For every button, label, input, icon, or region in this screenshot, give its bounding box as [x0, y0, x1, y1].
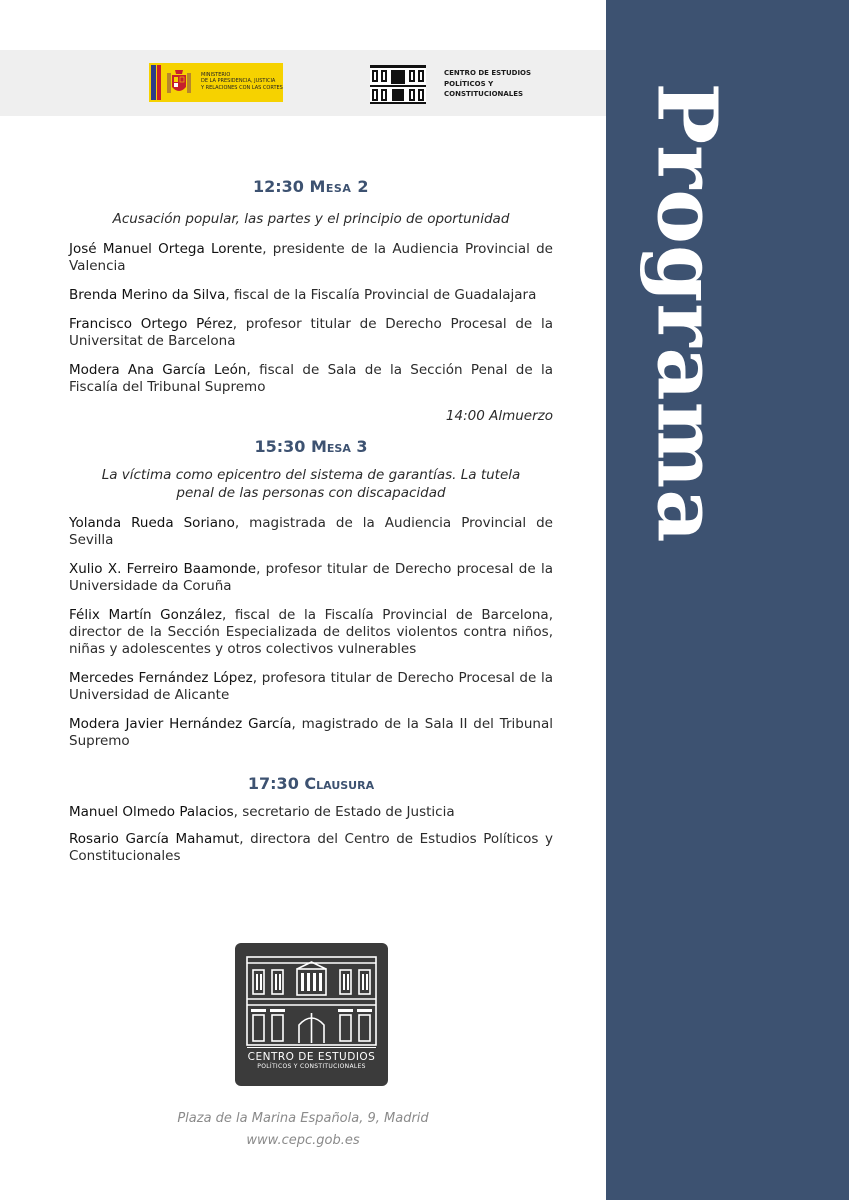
logo-text-line1: CENTRO DE ESTUDIOS: [247, 1051, 376, 1063]
coat-of-arms-icon: [165, 67, 193, 98]
speaker-entry: Mercedes Fernández López, profesora titular de Derecho Procesal de la Universidad de Alicante: [69, 670, 553, 703]
building-facade-icon: [235, 943, 388, 1048]
speaker-entry: Modera Ana García León, fiscal de Sala de la Sección Penal de la Fiscalía del Tribunal Supremo: [69, 362, 553, 395]
speaker-entry: Manuel Olmedo Palacios, secretario de Estado de Justicia: [69, 804, 455, 820]
footer-website[interactable]: www.cepc.gob.es: [246, 1133, 360, 1148]
sidebar-title-text: Programa: [639, 82, 735, 544]
clausura-title: 17:30 Clausura: [247, 774, 375, 793]
ministry-name: MINISTERIO DE LA PRESIDENCIA, JUSTICIA Y RELACIONES CON LAS CORTES: [201, 72, 283, 91]
mesa2-title: 12:30 Mesa 2: [252, 177, 370, 196]
speaker-entry: Yolanda Rueda Soriano, magistrada de la Audiencia Provincial de Sevilla: [69, 515, 553, 548]
footer: [0, 1108, 606, 1152]
footer-address: Plaza de la Marina Española, 9, Madrid: [177, 1111, 429, 1126]
flag-stripe-red: [157, 65, 161, 100]
program-content: [69, 177, 553, 865]
mesa3-title: 15:30 Mesa 3: [254, 437, 368, 456]
logo-text-line2: POLÍTICOS Y CONSTITUCIONALES: [257, 1063, 366, 1070]
lunch-break: 14:00 Almuerzo: [445, 408, 553, 424]
speaker-entry: Francisco Ortego Pérez, profesor titular de Derecho Procesal de la Universitat de Barcelona: [69, 316, 553, 349]
mesa3-topic: La víctima como epicentro del sistema de garantías. La tutela penal de las personas con discapacidad: [101, 467, 521, 501]
mesa2-topic: Acusación popular, las partes y el principio de oportunidad: [112, 211, 510, 227]
speaker-entry: Félix Martín González, fiscal de la Fiscalía Provincial de Barcelona, director de la Sección Especializada de delitos violentos contra niños, niñas y adolescentes y otros colectivos vulnerables: [69, 607, 553, 657]
cepc-header-name: CENTRO DE ESTUDIOS POLÍTICOS Y CONSTITUCIONALES: [444, 69, 532, 98]
speaker-entry: Brenda Merino da Silva, fiscal de la Fiscalía Provincial de Guadalajara: [69, 287, 537, 303]
speaker-entry: Xulio X. Ferreiro Baamonde, profesor titular de Derecho procesal de la Universidade da Coruña: [69, 561, 553, 594]
flag-stripe-blue: [151, 65, 156, 100]
speaker-entry: Rosario García Mahamut, directora del Centro de Estudios Políticos y Constitucionales: [69, 831, 553, 864]
sidebar-title: [622, 48, 752, 578]
logo-divider: [247, 1047, 376, 1048]
building-icon: [368, 63, 428, 105]
ministry-logo: [149, 63, 283, 102]
speaker-entry: José Manuel Ortega Lorente, presidente de la Audiencia Provincial de Valencia: [69, 241, 553, 274]
cepc-logo: [235, 943, 388, 1086]
speaker-entry: Modera Javier Hernández García, magistrado de la Sala II del Tribunal Supremo: [69, 716, 553, 749]
